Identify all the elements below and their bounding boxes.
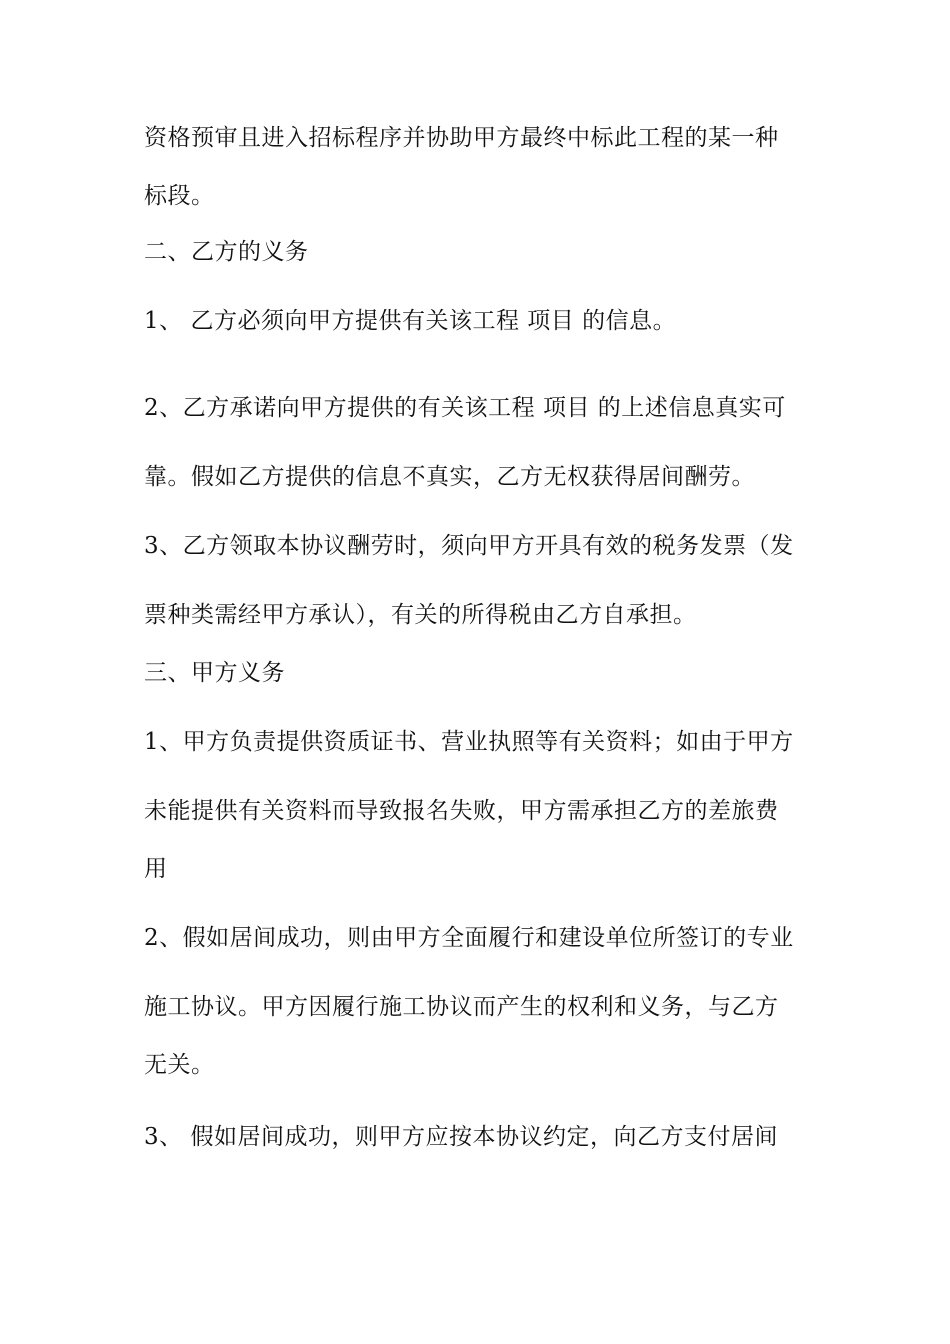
text-line: 无关。	[144, 1052, 215, 1078]
text-line: 施工协议。甲方因履行施工协议而产生的权利和义务，与乙方	[144, 994, 779, 1020]
text-line: 资格预审且进入招标程序并协助甲方最终中标此工程的某一种	[144, 125, 779, 151]
text-line: 3、乙方领取本协议酬劳时，须向甲方开具有效的税务发票（发	[144, 533, 794, 559]
section-heading: 二、乙方的义务	[144, 239, 309, 265]
text-line: 标段。	[144, 183, 215, 209]
text-line: 2、乙方承诺向甲方提供的有关该工程 项目 的上述信息真实可	[144, 395, 786, 421]
text-line: 用	[144, 856, 168, 882]
section-heading: 三、甲方义务	[144, 660, 285, 686]
text-line: 未能提供有关资料而导致报名失败，甲方需承担乙方的差旅费	[144, 798, 779, 824]
text-line: 1、 乙方必须向甲方提供有关该工程 项目 的信息。	[144, 308, 677, 334]
text-line: 2、假如居间成功，则由甲方全面履行和建设单位所签订的专业	[144, 925, 794, 951]
text-line: 1、甲方负责提供资质证书、营业执照等有关资料；如由于甲方	[144, 729, 794, 755]
text-line: 靠。假如乙方提供的信息不真实，乙方无权获得居间酬劳。	[144, 464, 755, 490]
text-line: 3、 假如居间成功，则甲方应按本协议约定，向乙方支付居间	[144, 1124, 778, 1150]
text-line: 票种类需经甲方承认），有关的所得税由乙方自承担。	[144, 602, 697, 628]
